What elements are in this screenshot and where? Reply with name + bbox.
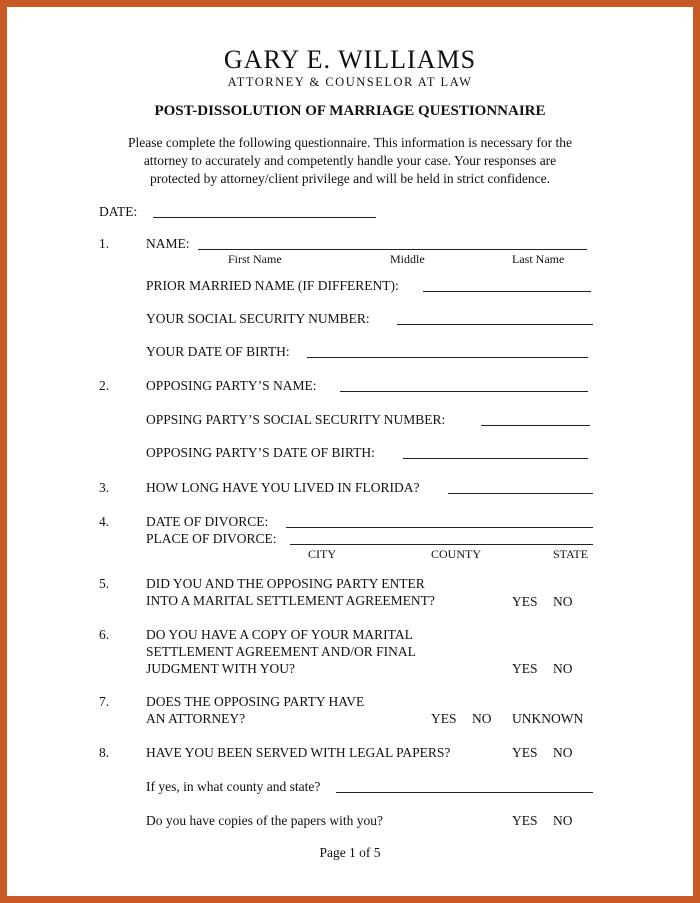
county-state-label: If yes, in what county and state? xyxy=(146,779,321,794)
attorney-question-line: DOES THE OPPOSING PARTY HAVE xyxy=(146,694,365,709)
settlement-yes-option[interactable]: YES xyxy=(512,594,538,609)
settlement-no-option[interactable]: NO xyxy=(553,594,573,609)
state-caption: STATE xyxy=(553,547,589,561)
date-field[interactable] xyxy=(153,217,376,218)
ssn-label: YOUR SOCIAL SECURITY NUMBER: xyxy=(146,311,370,326)
copy-question-line: JUDGMENT WITH YOU? xyxy=(146,661,295,676)
firm-name: GARY E. WILLIAMS xyxy=(223,45,477,74)
date-label: DATE: xyxy=(99,204,138,219)
question-number: 4. xyxy=(99,514,110,529)
opposing-ssn-label: OPPSING PARTY’S SOCIAL SECURITY NUMBER: xyxy=(146,412,446,427)
divorce-date-field[interactable] xyxy=(286,527,593,528)
attorney-question-line: AN ATTORNEY? xyxy=(146,711,246,726)
questionnaire-page xyxy=(7,7,693,896)
first-name-caption: First Name xyxy=(228,252,282,266)
form-title: POST-DISSOLUTION OF MARRIAGE QUESTIONNAIRE xyxy=(154,103,546,119)
opposing-name-label: OPPOSING PARTY’S NAME: xyxy=(146,378,317,393)
served-question: HAVE YOU BEEN SERVED WITH LEGAL PAPERS? xyxy=(146,745,451,760)
prior-name-label: PRIOR MARRIED NAME (IF DIFFERENT): xyxy=(146,278,399,293)
settlement-question-line: INTO A MARITAL SETTLEMENT AGREEMENT? xyxy=(146,593,435,608)
copies-question: Do you have copies of the papers with you? xyxy=(146,813,383,828)
served-yes-option[interactable]: YES xyxy=(512,745,538,760)
intro-line: attorney to accurately and competently handle your case. Your responses are xyxy=(143,153,557,168)
intro-paragraph xyxy=(7,134,693,188)
ssn-field[interactable] xyxy=(397,324,593,325)
copy-no-option[interactable]: NO xyxy=(553,661,573,676)
page-number: Page 1 of 5 xyxy=(319,845,381,860)
divorce-place-label: PLACE OF DIVORCE: xyxy=(146,531,277,546)
firm-subtitle: ATTORNEY & COUNSELOR AT LAW xyxy=(227,75,473,89)
dob-label: YOUR DATE OF BIRTH: xyxy=(146,344,290,359)
opposing-name-field[interactable] xyxy=(340,391,588,392)
question-number: 1. xyxy=(99,236,110,251)
copy-yes-option[interactable]: YES xyxy=(512,661,538,676)
opposing-ssn-field[interactable] xyxy=(481,425,590,426)
question-number: 2. xyxy=(99,378,110,393)
copy-question-line: SETTLEMENT AGREEMENT AND/OR FINAL xyxy=(146,644,416,659)
question-number: 8. xyxy=(99,745,110,760)
question-number: 6. xyxy=(99,627,110,642)
copies-yes-option[interactable]: YES xyxy=(512,813,538,828)
last-name-caption: Last Name xyxy=(512,252,565,266)
settlement-question-line: DID YOU AND THE OPPOSING PARTY ENTER xyxy=(146,576,425,591)
copy-question-line: DO YOU HAVE A COPY OF YOUR MARITAL xyxy=(146,627,413,642)
opposing-dob-field[interactable] xyxy=(403,458,588,459)
attorney-unknown-option[interactable]: UNKNOWN xyxy=(512,711,584,726)
florida-residency-field[interactable] xyxy=(448,493,593,494)
question-number: 7. xyxy=(99,694,110,709)
city-caption: CITY xyxy=(308,547,336,561)
name-field[interactable] xyxy=(198,249,587,250)
intro-line: protected by attorney/client privilege and will be held in strict confidence. xyxy=(150,171,550,186)
prior-name-field[interactable] xyxy=(423,291,591,292)
divorce-place-field[interactable] xyxy=(290,544,593,545)
intro-line: Please complete the following questionnaire. This information is necessary for the xyxy=(127,135,572,150)
dob-field[interactable] xyxy=(307,357,588,358)
middle-name-caption: Middle xyxy=(390,252,425,266)
attorney-no-option[interactable]: NO xyxy=(472,711,492,726)
divorce-date-label: DATE OF DIVORCE: xyxy=(146,514,269,529)
opposing-dob-label: OPPOSING PARTY’S DATE OF BIRTH: xyxy=(146,445,375,460)
name-label: NAME: xyxy=(146,236,190,251)
served-no-option[interactable]: NO xyxy=(553,745,573,760)
florida-residency-label: HOW LONG HAVE YOU LIVED IN FLORIDA? xyxy=(146,480,420,495)
county-caption: COUNTY xyxy=(431,547,481,561)
county-state-field[interactable] xyxy=(336,792,593,793)
copies-no-option[interactable]: NO xyxy=(553,813,573,828)
question-number: 5. xyxy=(99,576,110,591)
question-number: 3. xyxy=(99,480,110,495)
attorney-yes-option[interactable]: YES xyxy=(431,711,457,726)
